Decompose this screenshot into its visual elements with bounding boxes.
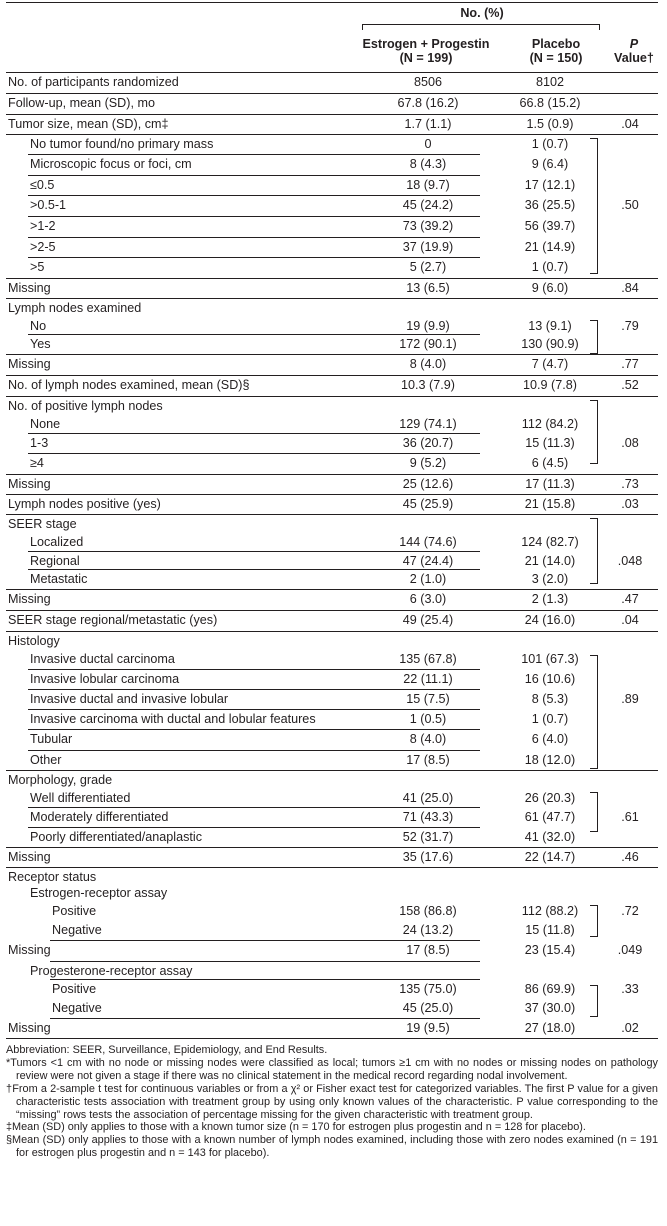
- cell-placebo: 41 (32.0): [524, 830, 576, 844]
- cell-estrogen: 6 (3.0): [409, 592, 447, 606]
- table-rule: [6, 494, 658, 495]
- group-header-bracket: [362, 24, 600, 30]
- cell-estrogen: 17 (8.5): [406, 943, 450, 957]
- cell-placebo: 112 (88.2): [521, 904, 579, 918]
- table-rule: [6, 589, 658, 590]
- cell-pvalue: .52: [621, 378, 639, 392]
- cell-pvalue: .47: [621, 592, 639, 606]
- table-rule: [50, 979, 480, 980]
- table-rule: [28, 453, 480, 454]
- cell-estrogen: 8506: [413, 75, 443, 89]
- row-label: Moderately differentiated: [30, 810, 169, 824]
- cell-placebo: 23 (15.4): [524, 943, 576, 957]
- cell-placebo: 86 (69.9): [524, 982, 576, 996]
- cell-placebo: 8102: [535, 75, 565, 89]
- row-label: Regional: [30, 554, 80, 568]
- cell-placebo: 1.5 (0.9): [526, 117, 574, 131]
- cell-placebo: 6 (4.0): [531, 732, 569, 746]
- cell-estrogen: 5 (2.7): [409, 260, 447, 274]
- cell-placebo: 7 (4.7): [531, 357, 569, 371]
- row-label: Poorly differentiated/anaplastic: [30, 830, 202, 844]
- cell-estrogen: 41 (25.0): [402, 791, 454, 805]
- table-rule: [28, 334, 480, 335]
- table-rule: [50, 1018, 480, 1019]
- row-label: Missing: [8, 943, 51, 957]
- cell-pvalue: .33: [621, 982, 639, 996]
- table-rule: [28, 750, 480, 751]
- table-rule: [6, 610, 658, 611]
- row-label: Well differentiated: [30, 791, 131, 805]
- cell-estrogen: 37 (19.9): [402, 240, 454, 254]
- cell-placebo: 36 (25.5): [524, 198, 576, 212]
- row-label: Missing: [8, 850, 51, 864]
- table-rule: [50, 961, 480, 962]
- cell-estrogen: 25 (12.6): [402, 477, 454, 491]
- cell-estrogen: 71 (43.3): [402, 810, 454, 824]
- table-rule: [6, 278, 658, 279]
- cell-pvalue: .89: [621, 692, 639, 706]
- table-rule: [28, 257, 480, 258]
- row-label: Other: [30, 753, 62, 767]
- cell-estrogen: 1.7 (1.1): [404, 117, 452, 131]
- table-rule: [28, 729, 480, 730]
- col-placebo-n: (N = 150): [529, 51, 583, 65]
- cell-estrogen: 144 (74.6): [399, 535, 457, 549]
- cell-placebo: 1 (0.7): [531, 712, 569, 726]
- cell-placebo: 8 (5.3): [531, 692, 569, 706]
- row-label: No. of lymph nodes examined, mean (SD)§: [8, 378, 250, 392]
- cell-placebo: 15 (11.3): [525, 436, 575, 450]
- cell-pvalue: .84: [621, 281, 639, 295]
- row-label: Missing: [8, 592, 51, 606]
- table-rule: [6, 867, 658, 868]
- row-label: Tumor size, mean (SD), cm‡: [8, 117, 169, 131]
- cell-estrogen: 19 (9.9): [406, 319, 450, 333]
- cell-estrogen: 135 (75.0): [399, 982, 457, 996]
- row-label: No: [30, 319, 47, 333]
- footnote-abbreviation: Abbreviation: SEER, Surveillance, Epidemiology, and End Results.: [6, 1044, 328, 1056]
- cell-estrogen: 49 (25.4): [402, 613, 454, 627]
- col-placebo-header: Placebo: [531, 37, 581, 51]
- row-label: Follow-up, mean (SD), mo: [8, 96, 155, 110]
- row-label: Progesterone-receptor assay: [30, 964, 193, 978]
- cell-placebo: 10.9 (7.8): [523, 378, 577, 392]
- cell-placebo: 66.8 (15.2): [519, 96, 581, 110]
- table-rule: [6, 396, 658, 397]
- cell-placebo: 21 (14.9): [524, 240, 576, 254]
- row-label: Negative: [52, 923, 102, 937]
- cell-pvalue: .08: [621, 436, 639, 450]
- row-label: Lymph nodes positive (yes): [8, 497, 161, 511]
- row-label: >1-2: [30, 219, 56, 233]
- cell-estrogen: 129 (74.1): [399, 417, 457, 431]
- footnote-dagger: †From a 2-sample t test for continuous variables or from a χ² or Fisher exact test for categorized variables. The first P value for a given characteristic tests association with treatment group by using only known values of the characteristic. P value corresponding to the “missing” rows tests the association of percentage missing for the given characteristic with treatment group.: [6, 1082, 658, 1121]
- row-label: Invasive ductal and invasive lobular: [30, 692, 229, 706]
- row-label: Tubular: [30, 732, 73, 746]
- table-rule: [28, 237, 480, 238]
- cell-estrogen: 8 (4.0): [409, 357, 447, 371]
- cell-estrogen: 45 (24.2): [402, 198, 454, 212]
- cell-estrogen: 17 (8.5): [406, 753, 450, 767]
- row-label: >2-5: [30, 240, 56, 254]
- col-estrogen-n: (N = 199): [399, 51, 453, 65]
- row-label: None: [30, 417, 61, 431]
- cell-estrogen: 18 (9.7): [406, 178, 450, 192]
- cell-estrogen: 8 (4.0): [409, 732, 447, 746]
- cell-pvalue: .04: [621, 613, 639, 627]
- cell-estrogen: 36 (20.7): [402, 436, 454, 450]
- row-label: No. of participants randomized: [8, 75, 179, 89]
- footnote-star: *Tumors <1 cm with no node or missing nodes were classified as local; tumors ≥1 cm with no nodes or missing nodes on pathology review were not given a stage if there was no clinical statement in the medical record regarding nodal involvement.: [6, 1056, 658, 1082]
- cell-estrogen: 10.3 (7.9): [401, 378, 455, 392]
- row-label: Microscopic focus or foci, cm: [30, 157, 192, 171]
- cell-pvalue: .79: [621, 319, 639, 333]
- table-rule: [28, 216, 480, 217]
- cell-estrogen: 45 (25.0): [402, 1001, 454, 1015]
- cell-placebo: 3 (2.0): [531, 572, 569, 586]
- cell-placebo: 17 (11.3): [525, 477, 575, 491]
- row-label: ≤0.5: [30, 178, 55, 192]
- row-label: Missing: [8, 281, 51, 295]
- row-label: >0.5-1: [30, 198, 67, 212]
- row-label: No. of positive lymph nodes: [8, 399, 163, 413]
- row-label: Lymph nodes examined: [8, 301, 142, 315]
- cell-placebo: 21 (15.8): [524, 497, 576, 511]
- cell-estrogen: 67.8 (16.2): [397, 96, 459, 110]
- cell-placebo: 130 (90.9): [521, 337, 579, 351]
- cell-estrogen: 2 (1.0): [409, 572, 447, 586]
- cell-estrogen: 45 (25.9): [402, 497, 454, 511]
- table-rule: [6, 847, 658, 848]
- table-rule: [6, 1038, 658, 1039]
- cell-placebo: 13 (9.1): [528, 319, 572, 333]
- row-label: SEER stage regional/metastatic (yes): [8, 613, 218, 627]
- cell-estrogen: 8 (4.3): [409, 157, 447, 171]
- cell-pvalue: .03: [621, 497, 639, 511]
- cell-estrogen: 15 (7.5): [406, 692, 450, 706]
- group-header: No. (%): [460, 6, 504, 20]
- cell-placebo: 6 (4.5): [531, 456, 569, 470]
- cell-placebo: 22 (14.7): [524, 850, 576, 864]
- table-rule: [6, 631, 658, 632]
- table-rule: [28, 689, 480, 690]
- cell-placebo: 15 (11.8): [525, 923, 575, 937]
- table-rule: [28, 669, 480, 670]
- footnote-double-dagger: ‡Mean (SD) only applies to those with a known tumor size (n = 170 for estrogen plus progestin and n = 128 for placebo).: [6, 1121, 586, 1134]
- table-rule: [50, 940, 480, 941]
- table-rule: [6, 474, 658, 475]
- row-label: >5: [30, 260, 45, 274]
- col-pvalue-header: P: [629, 37, 639, 51]
- cell-placebo: 101 (67.3): [521, 652, 579, 666]
- cell-estrogen: 19 (9.5): [406, 1021, 450, 1035]
- table-rule: [6, 114, 658, 115]
- row-label: Receptor status: [8, 870, 97, 884]
- col-pvalue-sub: Value†: [614, 51, 654, 65]
- cell-placebo: 17 (12.1): [524, 178, 576, 192]
- cell-placebo: 21 (14.0): [524, 554, 576, 568]
- cell-pvalue: .02: [621, 1021, 639, 1035]
- table-rule: [28, 433, 480, 434]
- table-rule: [6, 354, 658, 355]
- table-rule: [28, 195, 480, 196]
- table-rule: [28, 551, 480, 552]
- table-rule: [28, 154, 480, 155]
- cell-placebo: 61 (47.7): [524, 810, 576, 824]
- cell-pvalue: .04: [621, 117, 639, 131]
- row-label: 1-3: [30, 436, 49, 450]
- table-rule: [6, 514, 658, 515]
- row-label: Estrogen-receptor assay: [30, 886, 168, 900]
- row-label: Localized: [30, 535, 84, 549]
- cell-estrogen: 73 (39.2): [402, 219, 454, 233]
- row-label: Histology: [8, 634, 60, 648]
- cell-placebo: 24 (16.0): [524, 613, 576, 627]
- table-rule: [6, 93, 658, 94]
- cell-pvalue: .72: [621, 904, 639, 918]
- table-rule: [6, 375, 658, 376]
- row-label: Negative: [52, 1001, 102, 1015]
- cell-estrogen: 0: [424, 137, 432, 151]
- cell-placebo: 1 (0.7): [531, 260, 569, 274]
- cell-placebo: 9 (6.0): [531, 281, 569, 295]
- cell-placebo: 18 (12.0): [524, 753, 576, 767]
- cell-placebo: 9 (6.4): [531, 157, 569, 171]
- cell-placebo: 26 (20.3): [524, 791, 576, 805]
- row-label: No tumor found/no primary mass: [30, 137, 214, 151]
- cell-placebo: 37 (30.0): [524, 1001, 576, 1015]
- row-label: Metastatic: [30, 572, 88, 586]
- cell-placebo: 56 (39.7): [524, 219, 576, 233]
- row-label: Positive: [52, 904, 97, 918]
- row-label: Missing: [8, 357, 51, 371]
- cell-estrogen: 158 (86.8): [399, 904, 457, 918]
- cell-estrogen: 47 (24.4): [402, 554, 454, 568]
- table-rule: [6, 134, 658, 135]
- cell-pvalue: .61: [621, 810, 639, 824]
- row-label: Invasive carcinoma with ductal and lobular features: [30, 712, 316, 726]
- table-rule: [6, 770, 658, 771]
- row-label: Yes: [30, 337, 51, 351]
- cell-placebo: 112 (84.2): [521, 417, 579, 431]
- cell-estrogen: 1 (0.5): [409, 712, 447, 726]
- row-label: ≥4: [30, 456, 44, 470]
- cell-estrogen: 22 (11.1): [403, 672, 453, 686]
- table-rule: [28, 175, 480, 176]
- table-rule: [6, 298, 658, 299]
- cell-estrogen: 13 (6.5): [406, 281, 450, 295]
- table-rule: [28, 827, 480, 828]
- table-rule: [28, 569, 480, 570]
- cell-pvalue: .048: [617, 554, 643, 568]
- cell-pvalue: .77: [621, 357, 639, 371]
- row-label: SEER stage: [8, 517, 77, 531]
- row-label: Morphology, grade: [8, 773, 113, 787]
- cell-estrogen: 52 (31.7): [402, 830, 454, 844]
- footnote-section: §Mean (SD) only applies to those with a known number of lymph nodes examined, including those with zero nodes examined (n = 191 for estrogen plus progestin and n = 143 for placebo).: [6, 1134, 658, 1160]
- cell-estrogen: 24 (13.2): [402, 923, 454, 937]
- cell-placebo: 1 (0.7): [531, 137, 569, 151]
- row-label: Missing: [8, 1021, 51, 1035]
- cell-pvalue: .50: [621, 198, 639, 212]
- row-label: Positive: [52, 982, 97, 996]
- cell-estrogen: 135 (67.8): [399, 652, 457, 666]
- cell-pvalue: .73: [621, 477, 639, 491]
- cell-estrogen: 35 (17.6): [402, 850, 454, 864]
- table-top-rule: [6, 2, 658, 3]
- cell-placebo: 124 (82.7): [521, 535, 579, 549]
- cell-pvalue: .46: [621, 850, 639, 864]
- table-rule: [28, 807, 480, 808]
- cell-placebo: 27 (18.0): [524, 1021, 576, 1035]
- cell-pvalue: .049: [617, 943, 643, 957]
- row-label: Invasive lobular carcinoma: [30, 672, 180, 686]
- row-label: Missing: [8, 477, 51, 491]
- cell-estrogen: 172 (90.1): [399, 337, 457, 351]
- table-rule: [28, 709, 480, 710]
- cell-estrogen: 9 (5.2): [409, 456, 447, 470]
- cell-placebo: 2 (1.3): [531, 592, 569, 606]
- table-footnotes: [6, 1044, 658, 1160]
- cell-placebo: 16 (10.6): [524, 672, 576, 686]
- table-rule: [6, 72, 658, 73]
- row-label: Invasive ductal carcinoma: [30, 652, 175, 666]
- col-estrogen-header: Estrogen + Progestin: [362, 37, 490, 51]
